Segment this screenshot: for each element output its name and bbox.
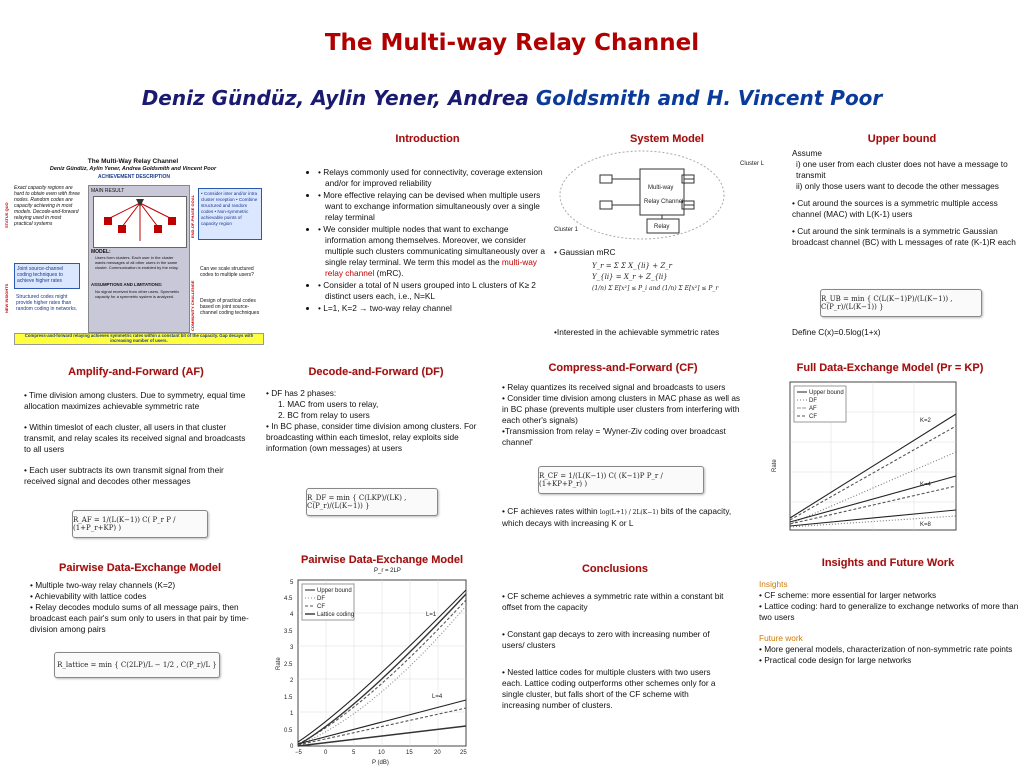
df-title: Decode-and-Forward (DF) [308, 366, 444, 378]
full-exchange-section [760, 362, 1020, 528]
conclusions-section [502, 563, 728, 711]
df-formula: R_DF = min { C(LKP)/(LK) , C(P_r)/(L(K−1)) } [306, 488, 438, 516]
pw-legend-cf: CF [317, 604, 325, 610]
df-point-2: • In BC phase, consider time division among clusters. For broadcasting within each timeslot, relay exploits side information (own messages) at users [266, 421, 477, 453]
pw-ytick-9: 4.5 [284, 596, 293, 602]
future-1: • More general models, characterization of non-symmetric rate points [759, 644, 1013, 654]
introduction-section [310, 133, 545, 322]
cut-sources: • Cut around the sources is a symmetric multiple access channel (MAC) with L(K-1) users [792, 198, 998, 219]
full-legend-df: DF [809, 398, 817, 404]
thumb-new-insights-label: NEW INSIGHTS [4, 283, 9, 313]
pw-ytick-3: 1.5 [284, 695, 293, 701]
thumb-goal-question: Can we scale structured codes to multiple users? [200, 266, 254, 278]
full-ylabel: Rate [772, 459, 778, 472]
assume-label: Assume [792, 148, 822, 158]
cluster-1-label: Cluster 1 [554, 227, 579, 233]
define-label: Define C(x)=0.5log(1+x) [792, 327, 881, 337]
pairwise-plot-section [272, 554, 492, 766]
thumb-status-quo-label: STATUS QUO [4, 188, 10, 228]
af-section [24, 366, 248, 532]
pairwise-bullet-3: • Relay decodes modulo sums of all message pairs, then broadcast each pair's sum only to users in that pair by time-division among pairs [30, 602, 249, 634]
intro-bullet-1: • • Relays commonly used for connectivity, coverage extension and/or for improved reliability [318, 167, 545, 189]
pw-ytick-5: 2.5 [284, 662, 293, 668]
conclusion-3: • Nested lattice codes for multiple clusters with two users each. Lattice coding outperforms other schemes only for a single cluster, but falls short of the CF scheme with increasing number of clusters. [502, 667, 716, 710]
introduction-title: Introduction [395, 133, 460, 145]
full-exchange-title: Full Data-Exchange Model (Pr = KP) [796, 362, 984, 374]
pw-xtick-5: 20 [434, 750, 441, 756]
af-point-1: • Time division among clusters. Due to symmetry, equal time allocation maximizes achievable symmetric rate [24, 390, 246, 411]
thumb-goal-box: • Consider inter and/or intra cluster reception • Combine structured and random codes • Non-symmetric achievable points of capacity region [198, 188, 262, 240]
thumb-bottom-banner: Compress-and-forward relaying achieves symmetric rates within a constant bit of the capacity. Gap decays with increasing number of users. [14, 333, 264, 345]
df-step-2: 2. BC from relay to users [278, 410, 370, 420]
quad-chart-thumbnail [4, 158, 262, 344]
full-legend-af: AF [809, 406, 817, 412]
pw-ytick-10: 5 [290, 580, 294, 586]
pw-ytick-4: 2 [290, 678, 294, 684]
pw-xtick-0: −5 [295, 750, 302, 756]
system-model-title: System Model [630, 133, 704, 145]
thumb-main-panel [88, 185, 190, 333]
interest-label: •Interested in the achievable symmetric rates [554, 327, 720, 337]
pairwise-ylabel: Rate [276, 657, 282, 670]
pw-ytick-6: 3 [290, 645, 294, 651]
df-point-1: • DF has 2 phases: [266, 388, 337, 398]
thumb-model-label: MODEL: [91, 249, 111, 255]
multiway-label: Multi-way [648, 185, 674, 191]
pw-ytick-0: 0 [290, 744, 294, 750]
af-title: Amplify-and-Forward (AF) [68, 366, 204, 378]
cut-sinks: • Cut around the sink terminals is a symmetric Gaussian broadcast channel (BC) with L messages of rate (K-1)R each [792, 226, 1016, 247]
thumb-new-insights-text: Structured codes might provide higher rates than random coding in networks. [16, 294, 78, 312]
insight-2: • Lattice coding: hard to generalize to exchange networks of more than two users [759, 601, 1019, 622]
pw-xtick-6: 25 [460, 750, 467, 756]
pw-legend-ub: Upper bound [317, 588, 352, 594]
cf-point-1: • Relay quantizes its received signal and broadcasts to users [502, 382, 726, 392]
cf-gap-fraction: log(L+1) / 2L(K−1) [599, 509, 659, 516]
pw-label-l1: L=1 [426, 612, 437, 618]
upper-bound-formula: R_UB = min { C(L(K−1)P)/(L(K−1)) , C(P_r)/(L(K−1)) } [820, 289, 982, 317]
thumb-assumptions-label: ASSUMPTIONS AND LIMITATIONS: [91, 282, 163, 287]
pairwise-plot-title: Pairwise Data-Exchange Model [301, 554, 463, 566]
cf-formula: R_CF = 1/(L(K−1)) C( (K−1)P P_r / (1+KP+P_r) ) [538, 466, 704, 494]
thumb-relay-diagram [93, 196, 187, 248]
af-point-3: • Each user subtracts its own transmit signal from their received signal and decodes other messages [24, 465, 224, 486]
lattice-formula: R_lattice = min { C(2LP)/L − 1/2 , C(P_r)/L } [54, 652, 220, 678]
pw-xtick-2: 5 [352, 750, 356, 756]
pw-ytick-1: 0.5 [284, 728, 293, 734]
insight-1: • CF scheme: more essential for larger networks [759, 590, 937, 600]
thumb-new-insights-box: Joint source-channel coding techniques to achieve higher rates [14, 263, 80, 289]
full-label-k4: K=4 [920, 482, 931, 488]
thumb-title: The Multi-Way Relay Channel [87, 158, 179, 165]
pw-xlabel: P (dB) [372, 760, 389, 766]
gaussian-label: • Gaussian mRC [554, 247, 616, 257]
pw-ytick-2: 1 [290, 711, 294, 717]
full-label-k2: K=2 [920, 418, 931, 424]
system-eq-2: Y_{li} = X_r + Z_{li} [592, 273, 668, 281]
upper-bound-section [786, 133, 1018, 337]
cf-title: Compress-and-Forward (CF) [548, 362, 698, 374]
thumb-authors: Deniz Gündüz, Aylin Yener, Andrea Goldsmith and Vincent Poor [49, 166, 217, 172]
pw-legend-df: DF [317, 596, 325, 602]
conclusion-2: • Constant gap decays to zero with increasing number of users/ clusters [502, 629, 710, 650]
thumb-achievement: ACHIEVEMENT DESCRIPTION [98, 174, 170, 180]
insights-title: Insights and Future Work [821, 557, 955, 569]
cf-point-2: • Consider time division among clusters in MAC phase as well as in BC phase (prevents multiple user clusters from interfering with each other's signals) [502, 393, 741, 425]
thumb-model-text: Users form clusters. Each user in the cluster wants messages of all other users in the same cluster. Communication is enabled by the relay. [95, 255, 179, 270]
thumb-community-label: COMMUNITY CHALLENGE [190, 280, 195, 331]
pairwise-plot-subtitle: P_r = 2LP [374, 568, 401, 574]
thumb-community-text: Design of practical codes based on joint source-channel coding techniques [200, 298, 260, 316]
intro-bullet-3: • • We consider multiple nodes that want to exchange information among themselves. Moreover, we consider multiple such clusters communicating simultaneously over a single relay terminal. We term this model as the multi-way relay channel (mRC). [318, 224, 545, 279]
conclusion-1: • CF scheme achieves a symmetric rate within a constant bit offset from the capacity [502, 591, 724, 612]
poster-authors [0, 86, 1024, 110]
system-model-section [552, 133, 782, 337]
authors-part1: Deniz Gündüz, Aylin Yener, Andrea [141, 86, 536, 110]
insights-label: Insights [759, 579, 788, 589]
future-work-label: Future work [759, 633, 803, 643]
pairwise-left-section [30, 562, 250, 669]
authors-part2: Goldsmith and H. Vincent Poor [535, 86, 883, 110]
future-2: • Practical code design for large networks [759, 655, 912, 665]
full-legend-ub: Upper bound [809, 390, 844, 396]
thumb-main-result: MAIN RESULT [91, 188, 125, 194]
pw-ytick-8: 4 [290, 612, 294, 618]
pairwise-plot [272, 576, 472, 766]
pairwise-left-title: Pairwise Data-Exchange Model [59, 562, 221, 574]
pw-xtick-3: 10 [378, 750, 385, 756]
af-formula: R_AF = 1/(L(K−1)) C( P_r P / (1+P_r+KP) ) [72, 510, 208, 538]
thumb-assumptions-text: No signal received from other users. Symmetric capacity for a symmetric system is analyzed. [95, 289, 180, 299]
pw-xtick-1: 0 [324, 750, 328, 756]
poster-title: The Multi-way Relay Channel [324, 30, 700, 56]
cluster-L-label: Cluster L [740, 161, 765, 167]
insights-section [757, 557, 1019, 666]
relay-channel-label: Relay Channel [644, 199, 684, 205]
pw-xtick-4: 15 [406, 750, 413, 756]
pw-ytick-7: 3.5 [284, 629, 293, 635]
relay-label: Relay [654, 224, 670, 230]
cf-point-3: •Transmission from relay = 'Wyner-Ziv coding over broadcast channel' [502, 426, 726, 447]
pairwise-bullet-1: • Multiple two-way relay channels (K=2) [30, 580, 176, 590]
intro-bullet-5: • • L=1, K=2 → two-way relay channel [318, 303, 545, 314]
pairwise-bullet-2: • Achievability with lattice codes [30, 591, 147, 601]
cf-section [502, 362, 744, 528]
assume-ii: ii) only those users want to decode the other messages [796, 181, 999, 191]
intro-bullet-4: • • Consider a total of N users grouped into L clusters of K≥ 2 distinct users each, i.e., N=KL [318, 280, 545, 302]
thumb-end-of-phase-label: END-OF-PHASE GOAL [190, 194, 195, 238]
df-section [266, 366, 486, 510]
intro-bullet-2: • • More effective relaying can be devised when multiple users want to exchange information simultaneously over a single relay terminal [318, 190, 545, 223]
df-step-1: 1. MAC from users to relay, [278, 399, 379, 409]
cf-point-4: • CF achieves rates within log(L+1) / 2L(K−1) bits of the capacity, which decays with increasing K or L [502, 506, 732, 528]
full-label-k8: K=8 [920, 522, 931, 528]
system-model-diagram [552, 147, 782, 243]
system-eq-1: Y_r = Σ Σ X_{li} + Z_r [592, 262, 673, 270]
system-eq-3: (1/n) Σ E[x²] ≤ P_i and (1/n) Σ E[x²] ≤ P_r [592, 285, 719, 292]
af-point-2: • Within timeslot of each cluster, all users in that cluster transmit, and relay scales its received signal and broadcasts to all users [24, 422, 246, 454]
conclusions-title: Conclusions [581, 563, 648, 575]
upper-bound-title: Upper bound [867, 133, 937, 145]
pw-label-l4: L=4 [432, 694, 443, 700]
pw-legend-lattice: Lattice coding [317, 612, 355, 618]
thumb-status-quo-text: Exact capacity regions are hard to obtain even with three nodes. Random codes are capacity achieving in most models. Decode-and-forward relaying used in most practical systems [14, 185, 80, 227]
assume-i: i) one user from each cluster does not have a message to transmit [796, 159, 1008, 180]
system-equations [592, 261, 732, 294]
full-exchange-plot [770, 378, 960, 536]
thumb-diagram-svg [94, 197, 186, 247]
full-legend-cf: CF [809, 414, 817, 420]
